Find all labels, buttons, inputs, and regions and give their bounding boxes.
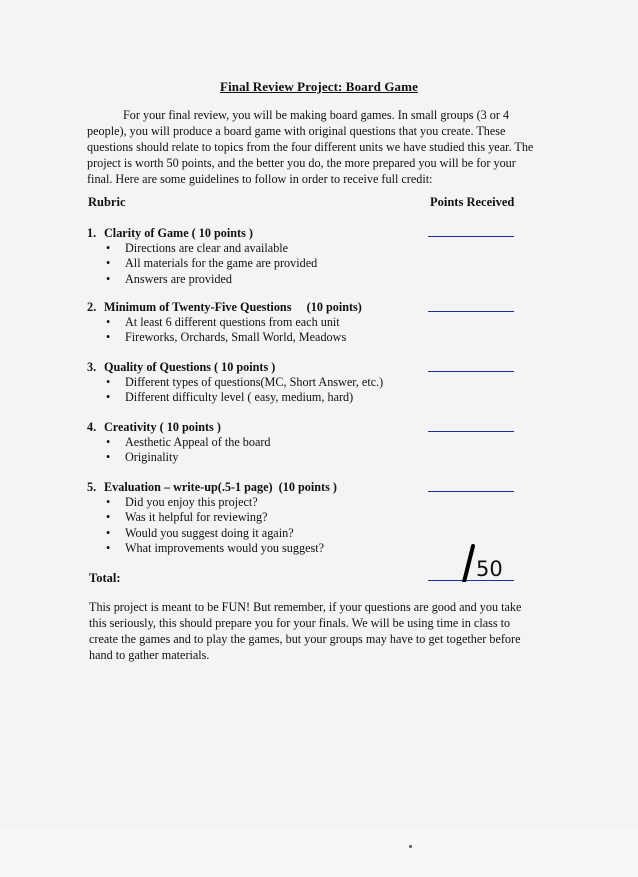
list-item: • At least 6 different questions from each unit (87, 315, 527, 330)
list-item: • Different types of questions(MC, Short Answer, etc.) (87, 375, 527, 390)
rubric-section-2 (87, 300, 527, 346)
handwritten-score (450, 542, 520, 582)
total-label: Total: (89, 571, 121, 585)
closing-paragraph: This project is meant to be FUN! But remember, if your questions are good and you take this seriously, this should prepare you for your finals. We will be using time in class to create the games and to play the games, but your groups may have to get together before hand to gather materials. (89, 600, 522, 662)
points-line-2 (428, 311, 514, 312)
list-item: • Would you suggest doing it again? (87, 526, 527, 541)
list-item: • Directions are clear and available (87, 241, 527, 256)
points-line-4 (428, 431, 514, 432)
list-item: • Different difficulty level ( easy, medium, hard) (87, 390, 527, 405)
rubric-section-3 (87, 360, 527, 406)
document-title: Final Review Project: Board Game (220, 79, 418, 94)
scan-speck (409, 845, 412, 848)
section-title: 1. Clarity of Game ( 10 points ) (87, 226, 253, 240)
rubric-section-4 (87, 420, 527, 466)
points-line-5 (428, 491, 514, 492)
section-title: 4. Creativity ( 10 points ) (87, 420, 221, 434)
rubric-heading: Rubric (88, 195, 126, 209)
list-item: • All materials for the game are provided (87, 256, 527, 271)
list-item: • Fireworks, Orchards, Small World, Meadows (87, 330, 527, 345)
list-item: • What improvements would you suggest? (87, 541, 527, 556)
list-item: • Answers are provided (87, 272, 527, 287)
points-received-heading: Points Received (430, 195, 515, 209)
list-item: • Originality (87, 450, 527, 465)
list-item: • Aesthetic Appeal of the board (87, 435, 527, 450)
points-line-3 (428, 371, 514, 372)
points-line-1 (428, 236, 514, 237)
list-item: • Was it helpful for reviewing? (87, 510, 527, 525)
scan-margin (0, 830, 638, 877)
intro-paragraph: For your final review, you will be making board games. In small groups (3 or 4 people), you will produce a board game with original questions that you create. These questions should relate to topics from the four different units we have studied this year. The project is worth 50 points, and the better you do, the more prepared you will be for your final. Here are some guidelines to follow in order to receive full credit: (87, 108, 534, 186)
svg-text:50: 50 (476, 557, 503, 581)
section-title: 2. Minimum of Twenty-Five Questions (10 points) (87, 300, 362, 314)
list-item: • Did you enjoy this project? (87, 495, 527, 510)
section-title: 5. Evaluation – write-up(.5-1 page) (10 points ) (87, 480, 337, 494)
section-title: 3. Quality of Questions ( 10 points ) (87, 360, 276, 374)
